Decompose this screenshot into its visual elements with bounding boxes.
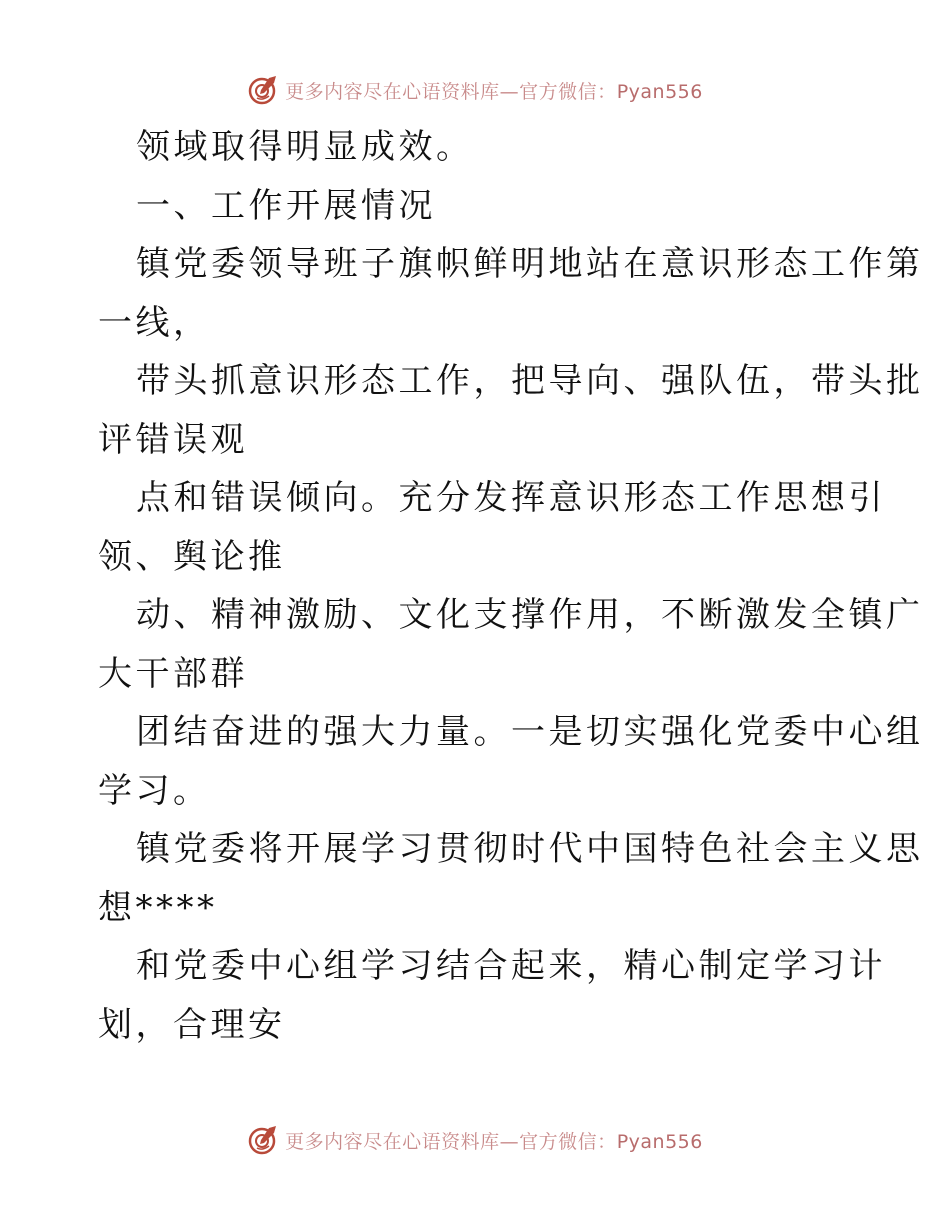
text-line: 领、舆论推: [98, 536, 286, 577]
text-line: 大干部群: [98, 653, 248, 694]
text-line: 点和错误倾向。充分发挥意识形态工作思想引: [136, 478, 886, 518]
banner-official-label: 官方微信：: [519, 1130, 617, 1153]
text-line: 想****: [98, 887, 218, 928]
banner-separator: —: [499, 1130, 520, 1153]
banner-account: Pyan556: [616, 80, 703, 103]
footer-banner: [0, 1120, 950, 1160]
text-line: 镇党委将开展学习贯彻时代中国特色社会主义思: [136, 829, 924, 869]
banner-main-text: 更多内容尽在心语资料库: [285, 1130, 500, 1153]
banner-text: [285, 77, 703, 104]
text-line: 带头抓意识形态工作，把导向、强队伍，带头批: [136, 361, 924, 401]
text-line: 学习。: [98, 770, 211, 811]
banner-separator: —: [499, 80, 520, 103]
pen-logo-icon: [247, 74, 279, 106]
text-line: 领域取得明显成效。: [136, 127, 474, 167]
text-line: 和党委中心组学习结合起来，精心制定学习计: [136, 946, 886, 986]
pen-logo-icon: [247, 1124, 279, 1156]
text-line: 团结奋进的强大力量。一是切实强化党委中心组: [136, 712, 924, 752]
banner-content: [247, 1124, 703, 1156]
banner-content: [247, 74, 703, 106]
text-line: 镇党委领导班子旗帜鲜明地站在意识形态工作第: [136, 244, 924, 284]
text-line: 划，合理安: [98, 1004, 286, 1045]
text-line: 一线，: [98, 302, 211, 343]
text-line: 动、精神激励、文化支撑作用，不断激发全镇广: [136, 595, 924, 635]
document-body: [98, 118, 924, 1054]
banner-main-text: 更多内容尽在心语资料库: [285, 80, 500, 103]
banner-official-label: 官方微信：: [519, 80, 617, 103]
banner-text: [285, 1127, 703, 1154]
text-line: 评错误观: [98, 419, 248, 460]
header-banner: [0, 70, 950, 110]
section-heading: 一、工作开展情况: [136, 185, 436, 226]
banner-account: Pyan556: [616, 1130, 703, 1153]
